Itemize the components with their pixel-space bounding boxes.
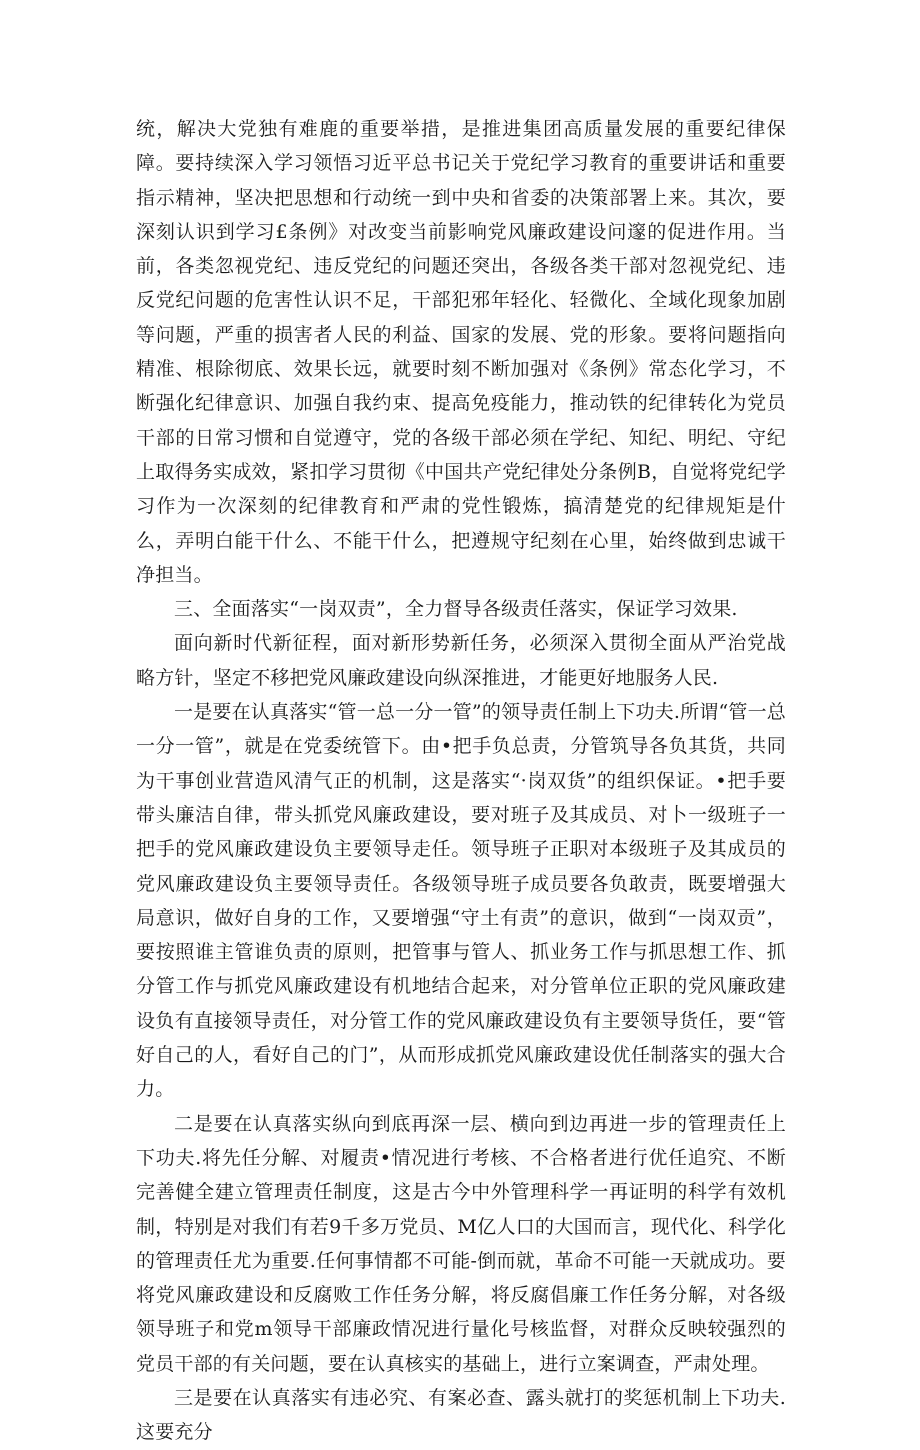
document-body xyxy=(136,112,786,1450)
paragraph-point-two: 二是要在认真落实纵向到底再深一层、横向到边再进一步的管理责任上下功夫.将先任分解、对履责•情况进行考核、不合格者进行优任追究、不断完善健全建立管理责任制度，这是古今中外管理科学一再证明的科学有效机制，特别是对我们有若9千多万党员、M亿人口的大国而言，现代化、科学化的管理责任尤为重要.任何事情都不可能-倒而就，革命不可能一天就成功。要将党风廉政建设和反腐败工作任务分解，将反腐倡廉工作任务分解，对各级领导班子和党m领导干部廉政情况进行量化号核监督，对群众反映较强烈的党员干部的有关问题，要在认真核实的基础上，进行立案调查，严肃处理。 xyxy=(136,1112,786,1375)
paragraph-continued: 统，解决大党独有难鹿的重要举措，是推进集团高质量发展的重要纪律保障。要持续深入学习领悟习近平总书记关于党纪学习教育的重要讲话和重要指示精神，坚决把思想和行动统一到中央和省委的决策部署上来。其次，要深刻认识到学习£条例》对改变当前影响党风廉政建设问邃的促进作用。当前，各类忽视党纪、违反党纪的问题还突出，各级各类干部对忽视党纪、违反党纪问题的危害性认识不足，干部犯邪年轻化、轻微化、全域化现象加剧等问题，严重的损害者人民的利益、国家的发展、党的形象。要将问题指向精准、根除彻底、效果长远，就要时刻不断加强对《条例》常态化学习，不断强化纪律意识、加强自我约束、提高免疫能力，推动铁的纪律转化为党员干部的日常习惯和自觉遵守，党的各级干部必须在学纪、知纪、明纪、守纪上取得务实成效，紧扣学习贯彻《中国共产党纪律处分条例B，自觉将党纪学习作为一次深刻的纪律教育和严肃的党性锻炼，搞清楚党的纪律规矩是什么，弄明白能干什么、不能干什么，把遵规守纪刻在心里，始终做到忠诚干净担当。 xyxy=(136,118,786,586)
section-heading-three: 三、全面落实“一岗双责”，全力督导各级责任落实，保证学习效果. xyxy=(174,598,738,621)
paragraph-intro: 面向新时代新征程，面对新形势新任务，必须深入贯彻全面从严治党战略方针，坚定不移把党风廉政建设向纵深推进，才能更好地服务人民. xyxy=(136,632,786,689)
paragraph-point-three: 三是要在认真落实有违必究、有案必查、露头就打的奖惩机制上下功夫.这要充分 xyxy=(136,1386,786,1444)
paragraph-point-one: 一是要在认真落实“管一总一分一管”的领导责任制上下功夫.所谓“管一总一分一管”，就是在党委统管下。由•把手负总责，分管筑导各负其货，共同为干事创业营造风清气正的机制，这是落实“·岗双货”的组织保证。•把手要带头廉洁自律，带头抓党风廉政建设，要对班子及其成员、对卜一级班子一把手的党风廉政建设负主要领导走任。领导班子正职对本级班子及其成员的党风廉政建设负主要领导责任。各级领导班子成员要各负敢责，既要增强大局意识，做好自身的工作，又要增强“守土有责”的意识，做到“一岗双贡”，要按照谁主管谁负责的原则，把管事与管人、抓业务工作与抓思想工作、抓分管工作与抓党风廉政建设有机地结合起来，对分管单位正职的党风廉政建设负有直接领导责任，对分管工作的党风廉政建设负有主要领导货任，要“管好自己的人，看好自己的门”，从而形成抓党风廉政建设优任制落实的强大合力。 xyxy=(136,701,786,1101)
